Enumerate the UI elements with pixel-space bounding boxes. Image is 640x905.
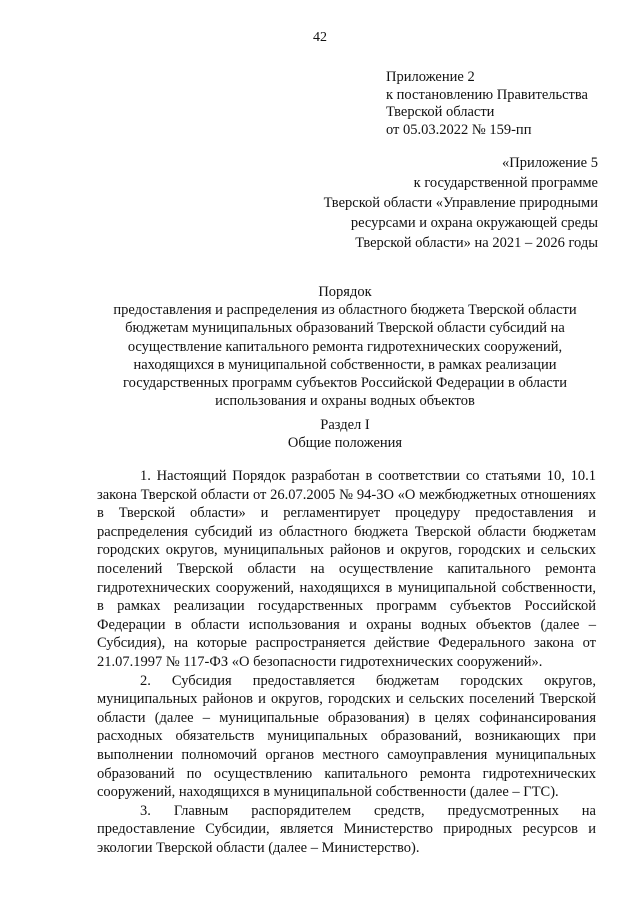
program-annex-header [324, 153, 598, 253]
program-annex-line: Тверской области «Управление природными [323, 195, 598, 211]
program-annex-line: ресурсами и охрана окружающей среды [350, 215, 598, 231]
paragraph: 3. Главным распорядителем средств, предусмотренных на предоставление Субсидии, является Министерство природных ресурсов и экологии Тверской области (далее – Министерство). [97, 802, 596, 856]
annex-line: от 05.03.2022 № 159-пп [386, 121, 532, 138]
title-line: находящихся в муниципальной собственности, в рамках реализации [133, 356, 557, 373]
page-number: 42 [313, 30, 327, 45]
title-line: осуществление капитального ремонта гидротехнических сооружений, [127, 338, 563, 355]
section-number: Раздел I [320, 417, 370, 433]
title-line: государственных программ субъектов Российской Федерации в области [123, 375, 567, 392]
document-title [70, 283, 620, 410]
title-line: бюджетам муниципальных образований Тверской области субсидий на [125, 320, 565, 337]
title-line: Порядок [318, 284, 372, 300]
section-title: Общие положения [287, 435, 403, 452]
program-annex-line: Тверской области» на 2021 – 2026 годы [355, 235, 598, 251]
program-annex-line: «Приложение 5 [502, 155, 598, 171]
document-body [97, 467, 596, 857]
annex-line: Приложение 2 [386, 69, 475, 85]
annex-line: к постановлению Правительства [386, 86, 588, 103]
paragraph: 1. Настоящий Порядок разработан в соответствии со статьями 10, 10.1 закона Тверской области от 26.07.2005 № 94-ЗО «О межбюджетных отношениях в Тверской области» и регламентирует процедуру предоставления и распределения субсидий из областного бюджета Тверской области бюджетам городских округов, муниципальных районов и округов, городских и сельских поселений Тверской области на осуществление капитального ремонта гидротехнических сооружений, находящихся в муниципальной собственности, в рамках реализации государственных программ субъектов Российской Федерации в области использования и охраны водных объектов (далее – Субсидия), на которые распространяется действие Федерального закона от 21.07.1997 № 117-ФЗ «О безопасности гидротехнических сооружений». [97, 468, 596, 670]
title-line: использования и охраны водных объектов [215, 393, 475, 410]
section-heading [70, 416, 620, 452]
annex-header [386, 69, 588, 139]
paragraph: 2. Субсидия предоставляется бюджетам городских округов, муниципальных районов и округов, городских и сельских поселений Тверской области (далее – муниципальные образования) в целях софинансирования расходных обязательств муниципальных образований, возникающих при выполнении полномочий органов местного самоуправления муниципальных образований по осуществлению капитального ремонта гидротехнических сооружений, находящихся в муниципальной собственности (далее – ГТС). [97, 672, 596, 801]
annex-line: Тверской области [386, 104, 495, 120]
program-annex-line: к государственной программе [413, 175, 598, 191]
title-line: предоставления и распределения из областного бюджета Тверской области [113, 302, 577, 319]
